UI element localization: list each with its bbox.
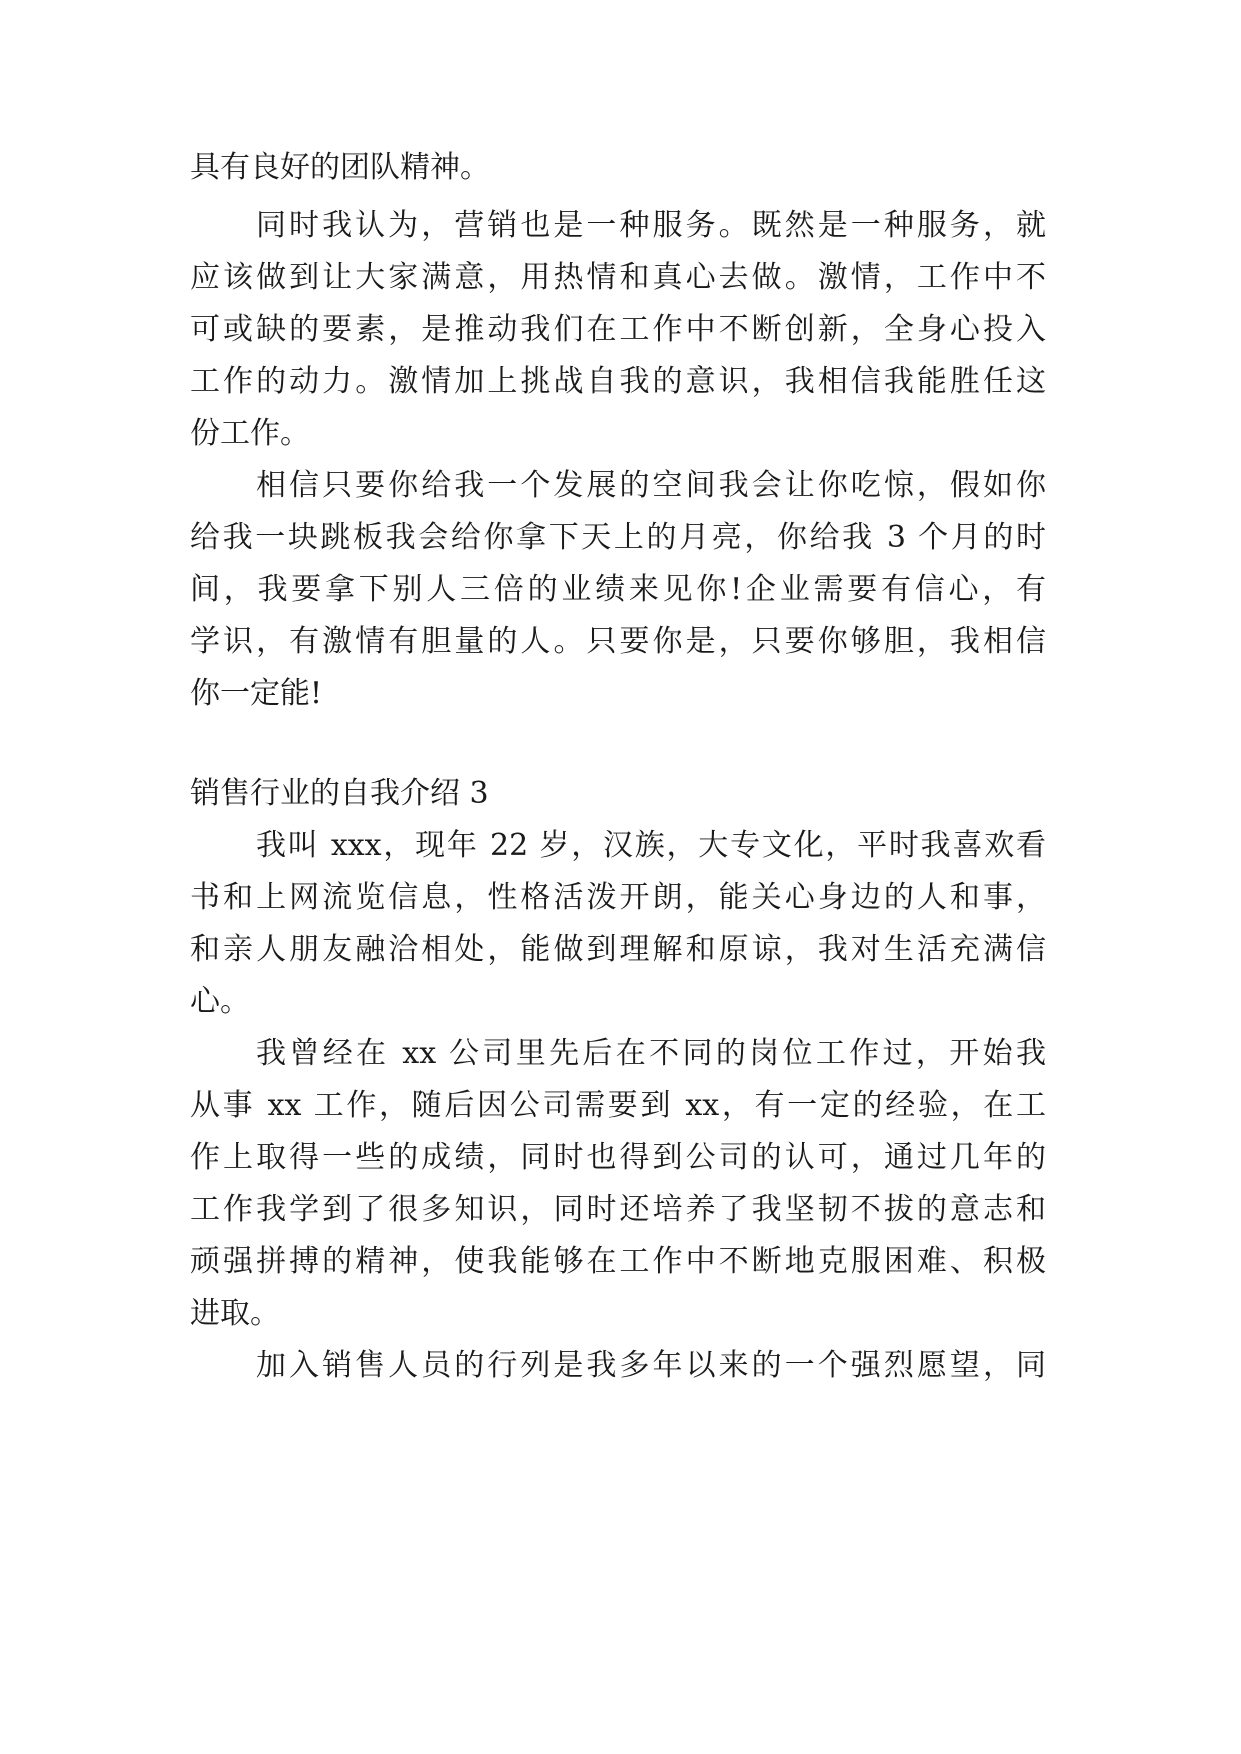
text-line: 工作的动力。激情加上挑战自我的意识，我相信我能胜任这 <box>190 364 1046 399</box>
text-line: 进取。 <box>190 1296 280 1331</box>
text-line: 应该做到让大家满意，用热情和真心去做。激情，工作中不 <box>190 260 1046 295</box>
text-line: 给我一块跳板我会给你拿下天上的月亮，你给我 3 个月的时 <box>190 520 1046 555</box>
paragraph-first-line: 相信只要你给我一个发展的空间我会让你吃惊，假如你 <box>256 468 1046 503</box>
paragraph-first-line: 我曾经在 xx 公司里先后在不同的岗位工作过，开始我 <box>256 1036 1046 1071</box>
text-line: 份工作。 <box>190 416 310 451</box>
text-line: 学识，有激情有胆量的人。只要你是，只要你够胆，我相信 <box>190 624 1046 659</box>
text-line: 具有良好的团队精神。 <box>190 150 490 185</box>
text-line: 你一定能! <box>190 676 323 711</box>
paragraph-first-line: 我叫 xxx，现年 22 岁，汉族，大专文化，平时我喜欢看 <box>256 828 1046 863</box>
text-line: 间，我要拿下别人三倍的业绩来见你!企业需要有信心，有 <box>190 572 1046 607</box>
text-line: 作上取得一些的成绩，同时也得到公司的认可，通过几年的 <box>190 1140 1046 1175</box>
text-line: 可或缺的要素，是推动我们在工作中不断创新，全身心投入 <box>190 312 1046 347</box>
text-line: 从事 xx 工作，随后因公司需要到 xx，有一定的经验，在工 <box>190 1088 1046 1123</box>
text-line: 书和上网流览信息，性格活泼开朗，能关心身边的人和事， <box>190 880 1046 915</box>
text-line: 顽强拼搏的精神，使我能够在工作中不断地克服困难、积极 <box>190 1244 1046 1279</box>
section-heading: 销售行业的自我介绍 3 <box>190 776 489 811</box>
text-line: 和亲人朋友融洽相处，能做到理解和原谅，我对生活充满信 <box>190 932 1046 967</box>
paragraph-first-line: 加入销售人员的行列是我多年以来的一个强烈愿望，同 <box>256 1348 1046 1383</box>
text-line: 心。 <box>190 984 250 1019</box>
paragraph-first-line: 同时我认为，营销也是一种服务。既然是一种服务，就 <box>256 208 1046 243</box>
text-line: 工作我学到了很多知识，同时还培养了我坚韧不拔的意志和 <box>190 1192 1046 1227</box>
